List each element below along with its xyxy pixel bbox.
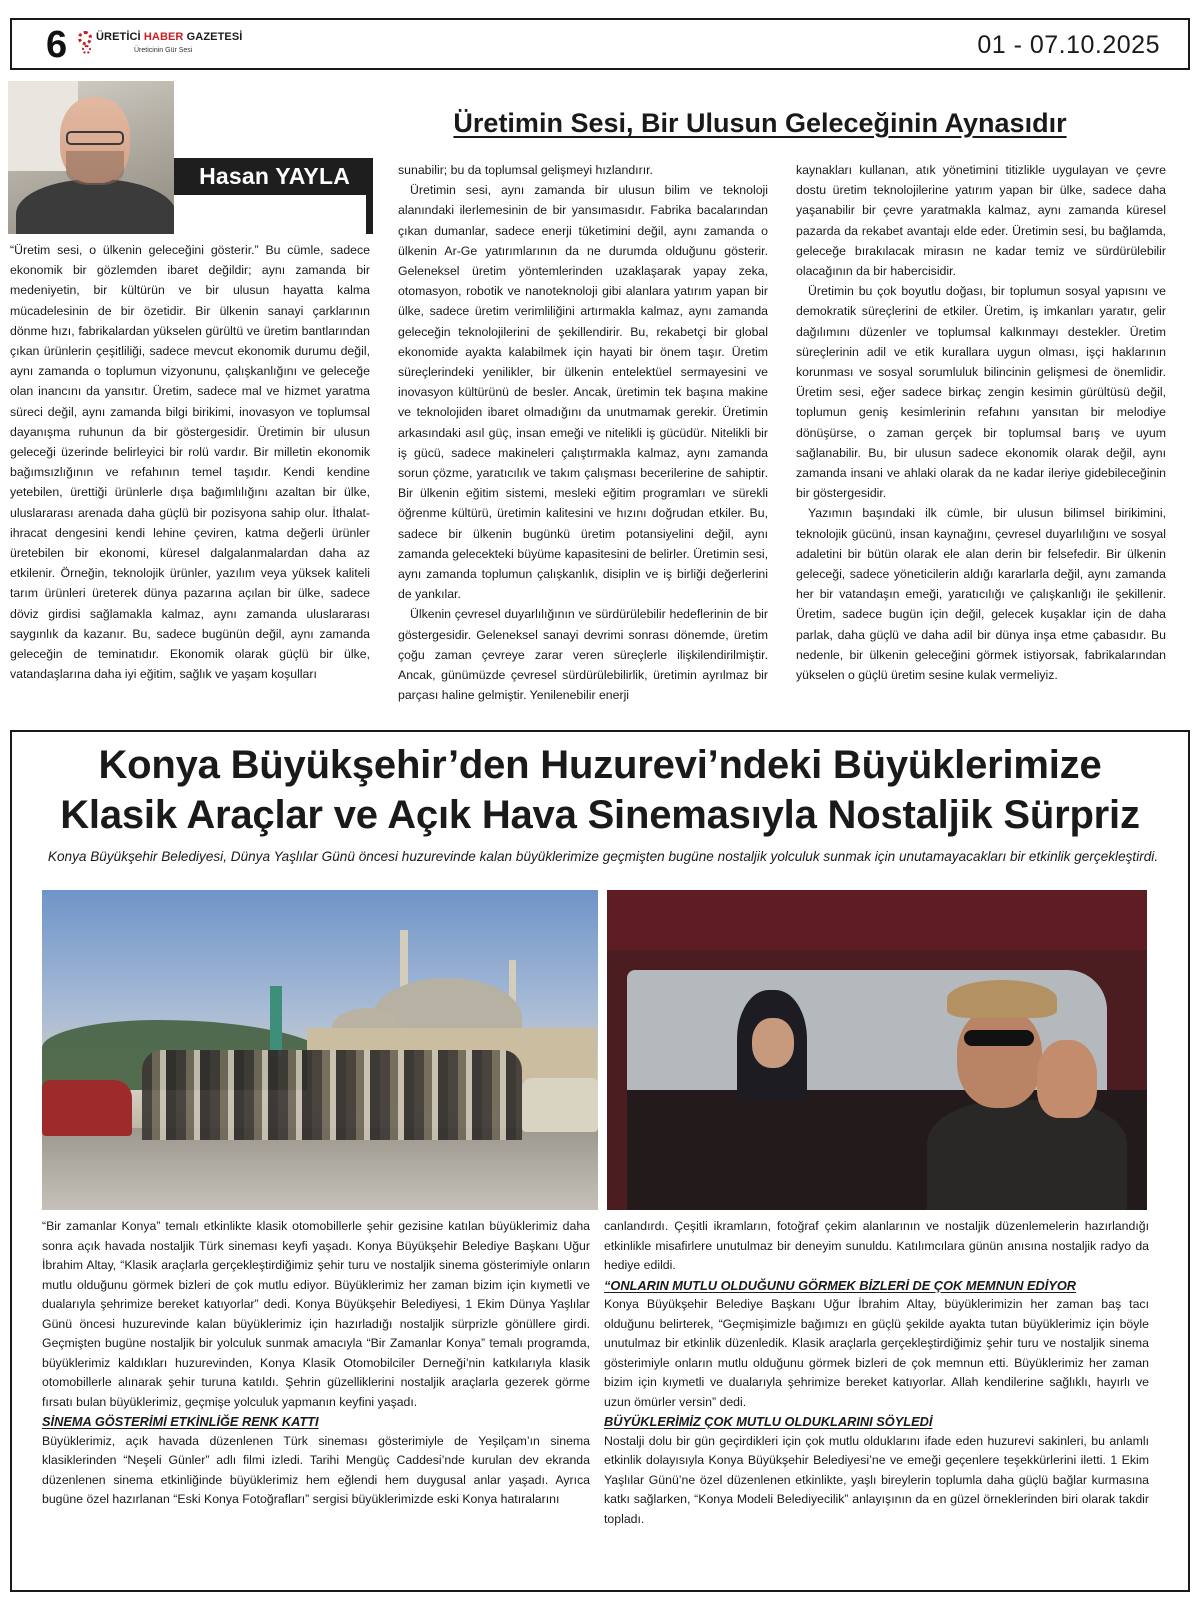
news-paragraph: Nostalji dolu bir gün geçirdikleri için çok mutlu olduklarını ifade eden huzurevi sakinleri, bu anlamlı etkinlik dolayısıyla Konya Büyükşehir Belediyesi’ne ve emeği geçenlere teşekkürlerini iletti. 1 Ekim Yaşlılar Günü’ne özel düzenlenen etkinlikte, yaşlı bireylerin toplumla daha güçlü bağlar kurmasına katkı sağlarken, “Konya Modeli Belediyecilik” anlayışının da en güzel örneklerinden biri olarak takdir topladı. bbox=[604, 1433, 1149, 1526]
column-text-col3 bbox=[796, 160, 1166, 685]
news-subhead: BÜYÜKLERİMİZ ÇOK MUTLU OLDUKLARINI SÖYLEDİ bbox=[604, 1414, 933, 1429]
news-subhead: SİNEMA GÖSTERİMİ ETKİNLİĞE RENK KATTI bbox=[42, 1414, 319, 1429]
small-gear-icon bbox=[82, 45, 91, 54]
news-photo-car bbox=[607, 890, 1147, 1210]
news-paragraph: canlandırdı. Çeşitli ikramların, fotoğraf çekim alanlarının ve nostaljik düzenlemelerin hazırlandığı etkinlikle misafirlere unutulmaz bir deneyim sunuldu. Katılımcılara günün anısına nostaljik radyo da hediye edildi. bbox=[604, 1219, 1149, 1272]
newspaper-tagline: Üreticinin Gür Sesi bbox=[134, 47, 193, 54]
column-paragraph: kaynakları kullanan, atık yönetimini titizlikle uygulayan ve çevre dostu üretim teknolojilerine yatırım yapan bir ülke, sadece daha yaşanabilir bir çevre yaratmakla kalmaz, aynı zamanda küresel pazarda da rekabet avantajı elde eder. Üretimin sesi, bu bağlamda, geleceğe bırakılacak mirasın ne kadar temiz ve sürdürülebilir olacağının da bir habercisidir. bbox=[796, 163, 1166, 279]
column-paragraph: “Üretim sesi, o ülkenin geleceğini gösterir.” Bu cümle, sadece ekonomik bir gözlemden ibaret değildir; aynı zamanda bir medeniyetin, bir kültürün ve bir ulusun hayatta kalma mücadelesinin de bir özetidir. Bir ülkenin sanayi çarklarının dönme hızı, fabrikalardan yükselen gürültü ve üretim bantlarından çıkan ürünlerin çeşitliliği, sadece mevcut ekonomik durumu değil, aynı zamanda o toplumun vizyonunu, çalışkanlığını ve geleceğe olan inancını da yansıtır. Üretim, sadece mal ve hizmet yaratma süreci değil, aynı zamanda bilgi birikimi, inovasyon ve toplumsal dayanışma ruhunun da bir göstergesidir. Üretimin bir ulusun geleceği üzerinde belirleyici bir rolü vardır. Bir milletin ekonomik bağımsızlığının ve refahının temel taşıdır. Kendi kendine yetebilen, ürettiği ürünlerle dışa bağımlılığını azaltan bir ülke, uluslararası arenada daha güçlü bir pozisyona sahip olur. İthalat-ihracat dengesini kendi lehine çeviren, katma değerli ürünler üretebilen bir ekonomi, küresel dalgalanmalardan daha az etkilenir. Örneğin, teknolojik ürünler, yazılım veya yüksek kaliteli tarım ürünleri üreterek dünya pazarına açılan bir ülke, sadece döviz girdisi sağlamakla kalmaz, aynı zamanda uluslararası saygınlık da kazanır. Bu, sadece bugünün değil, aynı zamanda geleceğin de teminatıdır. Ekonomik olarak güçlü bir ülke, vatandaşlarına daha iyi eğitim, sağlık ve yaşam koşulları bbox=[10, 243, 370, 682]
issue-date: 01 - 07.10.2025 bbox=[977, 31, 1160, 59]
column-text-col1 bbox=[10, 240, 370, 684]
columnist-box bbox=[8, 81, 373, 234]
column-paragraph: Ülkenin çevresel duyarlılığının ve sürdürülebilir hedeflerinin de bir göstergesidir. Geleneksel sanayi devrimi sonrası dönemde, üretim çoğu zaman çevreye zarar veren süreçlerle ilişkilendirilmiştir. Ancak, günümüzde çevresel sürdürülebilirlik, üretimin ayrılmaz bir parçası haline gelmiştir. Yenilenebilir enerji bbox=[398, 607, 768, 703]
author-name-bar bbox=[174, 158, 373, 195]
news-subhead: “ONLARIN MUTLU OLDUĞUNU GÖRMEK BİZLERİ DE ÇOK MEMNUN EDİYOR bbox=[604, 1277, 1077, 1293]
news-paragraph: “Bir zamanlar Konya” temalı etkinlikte klasik otomobillerle şehir gezisine katılan büyüklerimiz daha sonra açık havada nostaljik Türk sineması keyfi yaşadı. Konya Büyükşehir Belediye Başkanı Uğur İbrahim Altay, “Klasik araçlarla gerçekleştirdiğimiz şehir turu ve nostaljik sinema gösterimiyle onların mutlu olduğunu görmek bizleri de çok mutlu ediyor. Büyüklerimiz her zaman bizim için kıymetli ve dualarıyla şehrimize bereket katıyorlar” dedi. Konya Büyükşehir Belediyesi, 1 Ekim Dünya Yaşlılar Günü öncesi huzurevinde kalan büyüklerimiz için hazırladığı nostaljik sürprizle gönüllere girdi. Geçmişten bugüne nostaljik bir yolculuk sunmak amacıyla “Bir Zamanlar Konya” temalı programda, büyüklerimiz kaldıkları huzurevinden, Konya Klasik Otomobilciler Derneği’nin katkılarıyla klasik otomobillerle alınarak şehir turuna katıldı. Şehrin güzelliklerini nostaljik araçlarla gezerek görme fırsatı bulan büyüklerimiz, geçmişe yolculuk yapmanın keyfini yaşadı. bbox=[42, 1219, 590, 1409]
page-header bbox=[10, 18, 1190, 70]
column-paragraph: Yazımın başındaki ilk cümle, bir ulusun bilimsel birikimini, teknolojik gücünü, insan kaynağını, çevresel duyarlılığını ve sosyal adaletini bir bütün olarak ele alan derin bir felsefedir. Bir ülkenin geleceği, sadece yöneticilerin aldığı kararlarla değil, aynı zamanda her bir vatandaşın emeği, yaratıcılığı ve çalışkanlığı ile şekillenir. Üretim, sadece bugün için değil, gelecek kuşaklar için de daha parlak, daha güçlü ve daha adil bir dünya inşa etme çabasıdır. Bu nedenle, bir ülkenin geleceğini görmek istiyorsak, fabrikalarından yükselen o güçlü üretim sesine kulak vermeliyiz. bbox=[796, 506, 1166, 683]
news-paragraph: Konya Büyükşehir Belediye Başkanı Uğur İbrahim Altay, büyüklerimizin her zaman baş tacı olduğunu belirterek, “Geçmişimizle bağımızı en güçlü şekilde ayakta tutan büyüklerimiz için böyle unutulmaz bir etkinlik düzenledik. Klasik araçlarla gerçekleştirdiğimiz şehir turu ve nostaljik sinema gösterimiyle onların mutlu olduğunu görmek bizleri de çok memnun etti. Büyüklerimiz her zaman bizim için kıymetli ve dualarıyla şehrimize bereket katıyorlar. Allah kendilerine sağlıklı, hayırlı ve uzun ömürler versin” dedi. bbox=[604, 1297, 1149, 1409]
news-paragraph: Büyüklerimiz, açık havada düzenlenen Türk sineması gösterimiyle de Yeşilçam’ın sinema klasiklerinden “Neşeli Günler” adlı filmi izledi. Tarihi Mengüç Caddesi’nde kurulan dev ekranda düzenlenen sinema etkinliğinde büyüklerimiz hem eğlendi hem duygusal anlar yaşadı. Ayrıca bugüne özel hazırlanan “Eski Konya Fotoğrafları” sergisi büyüklerimizde eski Konya hatıralarını bbox=[42, 1433, 590, 1506]
news-headline: Konya Büyükşehir’den Huzurevi’ndeki Büyüklerimize Klasik Araçlar ve Açık Hava Sinemasıyla Nostaljik Sürpriz bbox=[60, 743, 1140, 837]
column-text-col2 bbox=[398, 160, 768, 705]
news-lead: Konya Büyükşehir Belediyesi, Dünya Yaşlılar Günü öncesi huzurevinde kalan büyüklerimize geçmişten bugüne nostaljik yolculuk sunmak için unutamayacakları bir etkinlik gerçekleştirdi. bbox=[47, 849, 1159, 864]
column-paragraph: Üretimin bu çok boyutlu doğası, bir toplumun sosyal yapısını ve demokratik süreçlerini de etkiler. Üretim, iş imkanları yaratır, gelir dağılımını düzenler ve toplumsal kalkınmayı destekler. Üretim süreçlerinin adil ve etik kurallara uygun olması, işçi haklarının korunması ve sosyal sorumluluk bilincinin gelişmesi de önemlidir. Üretim sesi, eğer sadece birkaç zengin kesimin gürültüsü değil, toplumun geniş kesimlerinin refahını yansıtan bir melodiye dönüşürse, o zaman gerçek bir toplumsal barış ve uyum sağlanabilir. Bu, bir ulusun sadece ekonomik olarak değil, aynı zamanda insani ve ahlaki olarak da ne kadar ileriye gidebileceğinin bir göstergesidir. bbox=[796, 284, 1166, 501]
column-paragraph: sunabilir; bu da toplumsal gelişmeyi hızlandırır. bbox=[398, 163, 653, 177]
author-photo bbox=[8, 81, 174, 234]
news-photo-group bbox=[42, 890, 598, 1210]
column-title: Üretimin Sesi, Bir Ulusun Geleceğinin Aynasıdır bbox=[453, 108, 1067, 138]
newspaper-name: ÜRETİCİ HABER GAZETESİ bbox=[96, 31, 243, 43]
author-frame bbox=[366, 158, 373, 234]
newspaper-logo bbox=[78, 29, 243, 63]
column-paragraph: Üretimin sesi, aynı zamanda bir ulusun bilim ve teknoloji alanındaki ilerlemesinin de bir yansımasıdır. Fabrika bacalarından çıkan dumanlar, sadece enerji tüketimini değil, aynı zamanda o ülkenin Ar-Ge yatırımlarının da ne durumda olduğunu gösterir. Geleneksel üretim yöntemlerinden uzaklaşarak yapay zeka, otomasyon, robotik ve nanoteknoloji gibi alanlara yatırım yapan bir ülke, sadece üretim verimliliğini artırmakla kalmaz, aynı zamanda geleceğin teknolojilerini de şekillendirir. Bu, rekabetçi bir global ekonomide ayakta kalabilmek için hayati bir önem taşır. Üretim süreçlerindeki yenilikler, bir ülkenin entelektüel sermayesini ve inovasyon kültürünü de besler. Ancak, üretimin tek başına makine ve teknolojiden ibaret olmadığını da unutmamak gerekir. Üretimin arkasındaki asıl güç, insan emeği ve nitelikli iş gücüdür. Nitelikli bir iş gücü, sadece makineleri çalıştırmakla kalmaz, aynı zamanda sorun çözme, yaratıcılık ve takım çalışması becerilerine de sahiptir. Bir ülkenin eğitim sistemi, mesleki eğitim programları ve sürekli öğrenme kültürü, üretimin kalitesini ve hızını doğrudan etkiler. Bu, sadece bir ülkenin bugünkü üretim potansiyelini değil, aynı zamanda gelecekteki büyüme kapasitesini de belirler. Üretimin sesi, aynı zamanda toplumun çalışkanlık, disiplin ve iş birliği değerlerini de yankılar. bbox=[398, 183, 768, 602]
news-text-col2 bbox=[604, 1217, 1149, 1529]
news-text-col1 bbox=[42, 1217, 590, 1510]
gear-icon bbox=[78, 31, 92, 45]
author-name: Hasan YAYLA bbox=[199, 163, 350, 189]
page-number: 6 bbox=[46, 24, 68, 66]
news-article bbox=[10, 730, 1190, 1592]
